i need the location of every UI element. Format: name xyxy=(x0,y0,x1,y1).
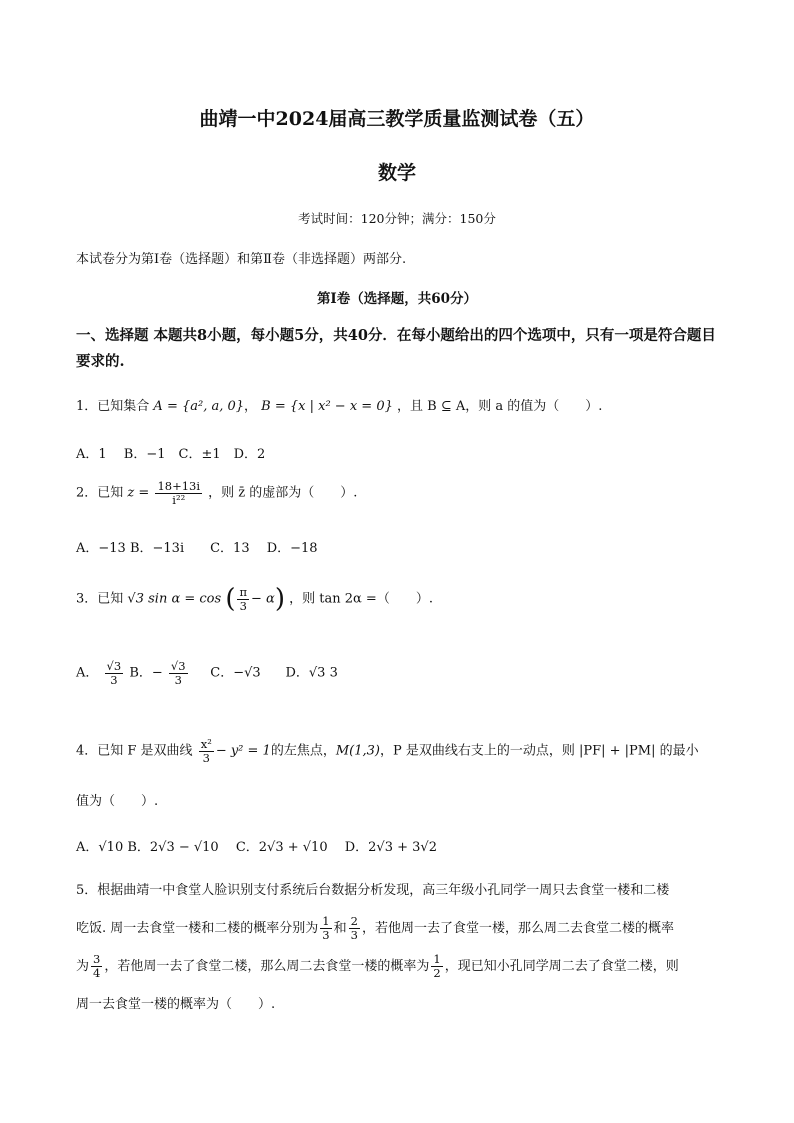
q2-lhs: z = xyxy=(127,485,150,501)
q4-fraction-num: x² xyxy=(200,737,212,751)
q3-opt-b-num: √3 xyxy=(170,659,186,673)
q4-line2: 值为（ ）. xyxy=(76,794,159,809)
q3-left-paren: ( xyxy=(225,584,236,614)
q3-fraction-den: 3 xyxy=(239,598,247,613)
q3-fraction xyxy=(237,586,249,612)
q3-opt-b-fraction xyxy=(169,660,188,686)
q1-suffix: ，且 B ⊆ A，则 a 的值为（ ）. xyxy=(397,399,603,414)
question-2 xyxy=(76,480,357,506)
q5-line-last: 周一去食堂一楼的概率为（ ）. xyxy=(76,997,276,1012)
exam-info: 考试时间：120分钟；满分：150分 xyxy=(298,211,496,226)
q4-fraction-den: 3 xyxy=(202,750,210,765)
q2-fraction-num: 18+13i xyxy=(157,479,201,493)
q5-fraction-1 xyxy=(320,915,331,941)
q3-opt-a-num: √3 xyxy=(106,659,122,673)
q3-suffix: ，则 tan 2α =（ ）. xyxy=(289,591,433,607)
q4-options: A．√10 B．2√3 − √10 C．2√3 + √10 D．2√3 + 3√2 xyxy=(76,840,437,855)
q3-expr1: √3 sin α = cos xyxy=(127,591,222,607)
q1-prefix: 1．已知集合 xyxy=(76,399,150,414)
q3-opt-d: D．√3 3 xyxy=(285,665,338,681)
q5-f3-den: 4 xyxy=(93,966,101,980)
q4-fraction xyxy=(199,738,214,764)
q2-options: A．−13 B．−13i C．13 D．−18 xyxy=(76,541,318,556)
q5-line2 xyxy=(76,910,718,948)
q5-fraction-4 xyxy=(431,953,442,979)
q4-mid: 的左焦点， xyxy=(270,743,336,759)
q1-set-a: A = {a², a, 0} xyxy=(153,399,245,414)
subject-heading: 数学 xyxy=(377,162,416,184)
q3-opt-b-label: B．− xyxy=(129,665,163,681)
intro-text: 本试卷分为第Ⅰ卷（选择题）和第Ⅱ卷（非选择题）两部分. xyxy=(76,252,407,267)
page-title: 曲靖一中2024届高三教学质量监测试卷（五） xyxy=(199,108,595,130)
q5-seg2: ，若他周一去了食堂一楼，那么周二去食堂二楼的概率 xyxy=(361,921,674,936)
q2-prefix: 2．已知 xyxy=(76,485,124,501)
q2-fraction-den: i²² xyxy=(172,492,186,507)
q5-fraction-2 xyxy=(349,915,360,941)
q3-opt-a-den: 3 xyxy=(110,672,118,687)
q3-opt-c: C．−√3 xyxy=(210,665,261,681)
q5-f1-num: 1 xyxy=(322,914,330,929)
question-3 xyxy=(76,584,433,614)
q4-tail: ，P 是双曲线右支上的一动点，则 |PF| + |PM| 的最小 xyxy=(379,743,699,759)
q5-fraction-3 xyxy=(91,953,102,979)
question-5 xyxy=(76,872,718,1024)
q3-options xyxy=(76,660,338,686)
q5-seg5: ，现已知小孔同学周二去了食堂二楼，则 xyxy=(444,959,679,974)
q4-prefix: 4．已知 F 是双曲线 xyxy=(76,743,193,759)
q3-opt-b-den: 3 xyxy=(174,672,182,687)
q4-eq-rest: − y² = 1 xyxy=(215,743,271,759)
q5-seg4: ，若他周一去了食堂二楼，那么周二去食堂一楼的概率为 xyxy=(104,959,430,974)
part1-heading: 第Ⅰ卷（选择题，共60分） xyxy=(316,291,478,307)
q3-right-paren: ) xyxy=(274,584,285,614)
q5-f3-num: 3 xyxy=(93,952,101,967)
q2-fraction xyxy=(155,480,202,506)
q3-expr2: − α xyxy=(251,591,275,607)
q5-seg1: 吃饭. 周一去食堂一楼和二楼的概率分别为 xyxy=(76,921,319,936)
q5-f2-den: 3 xyxy=(350,928,358,942)
q4-point: M(1,3) xyxy=(335,743,380,759)
q5-line1: 5．根据曲靖一中食堂人脸识别支付系统后台数据分析发现，高三年级小孔同学一周只去食堂一楼和二楼 xyxy=(76,883,670,898)
q5-f2-num: 2 xyxy=(350,914,358,929)
q5-line3 xyxy=(76,948,718,986)
q5-f4-den: 2 xyxy=(433,966,441,980)
q3-opt-a-label: A． xyxy=(76,665,99,681)
q5-f1-den: 3 xyxy=(322,928,330,942)
q3-opt-a-fraction xyxy=(105,660,124,686)
q5-f4-num: 1 xyxy=(433,952,441,967)
q3-fraction-num: π xyxy=(239,584,248,599)
q5-and: 和 xyxy=(333,921,347,936)
q3-prefix: 3．已知 xyxy=(76,591,124,607)
question-4 xyxy=(76,738,699,764)
question-1: 1．已知集合 A = {a², a, 0}， B = {x | x² − x = 0} ，且 B ⊆ A，则 a 的值为（ ）. xyxy=(76,399,603,414)
q2-suffix: ，则 z̄ 的虚部为（ ）. xyxy=(208,485,358,501)
q5-seg3: 为 xyxy=(76,959,90,974)
q1-set-b: B = {x | x² − x = 0} xyxy=(261,399,393,414)
section1-instructions: 一、选择题 本题共8小题，每小题5分，共40分．在每小题给出的四个选项中，只有一项是符合题目要求的. xyxy=(76,327,716,370)
q1-options: A．1 B．−1 C．±1 D．2 xyxy=(76,447,266,462)
